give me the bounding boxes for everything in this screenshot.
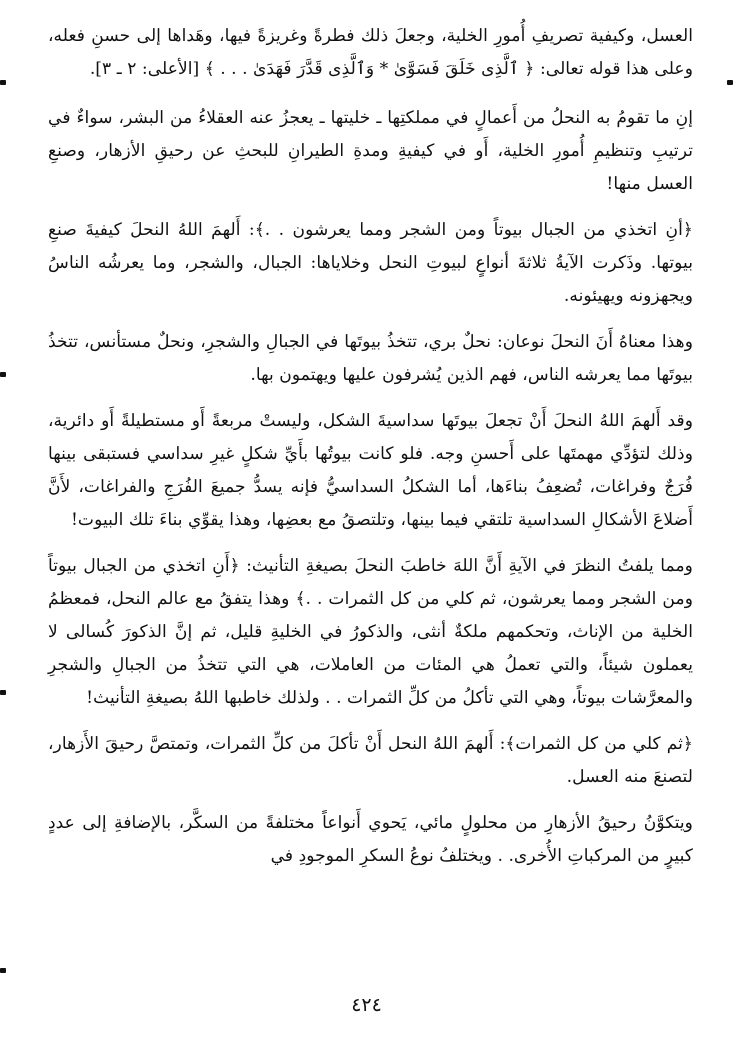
page-text <box>48 20 693 886</box>
paragraph-6: ومما يلفتُ النظرَ في الآيةِ أَنَّ اللهَ خاطبَ النحلَ بصيغةِ التأنيث: ﴿أَنِ اتخذي من الجبال بيوتاً ومن الشجر ومما يعرشون، ثم كلي من كل الثمرات . .﴾ وهذا يتفقُ مع عالم النحل، فمعظمُ الخلية من الإناث، وتحكمهم ملكةٌ أنثى، والذكورُ في الخليةِ قليل، ثم إنَّ الذكورَ كُسالى لا يعملون شيئاً، والتي تعملُ هي المئات من العاملات، هي التي تتخذُ من الجبالِ والشجرِ والمعرَّشات بيوتاً، وهي التي تأكلُ من كلِّ الثمرات . . ولذلك خاطبها اللهُ بصيغةِ التأنيث! <box>48 556 693 708</box>
paragraph-8: ويتكوَّنُ رحيقُ الأزهارِ من محلولٍ مائي، يَحوي أَنواعاً مختلفةً من السكَّر، بالإضافةِ إلى عددٍ كبيرٍ من المركباتِ الأُخرى. . ويختلفُ نوعُ السكرِ الموجودِ في <box>48 813 693 866</box>
scan-mark <box>0 690 6 695</box>
paragraph-4: وهذا معناهُ أَنَ النحلَ نوعان: نحلٌ بري، تتخذُ بيوتَها في الجبالِ والشجرِ، ونحلٌ مستأنس، تتخذُ بيوتَها مما يعرشه الناس، فهم الذين يُشرفون عليها ويهتمون بها. <box>48 332 693 385</box>
paragraph-1: العسل، وكيفية تصريفِ أُمورِ الخلية، وجعلَ ذلك فطرةً وغريزةً فيها، وهَداها إلى حسنِ فعله، وعلى هذا قوله تعالى: ﴿ ٱلَّذِى خَلَقَ فَسَوَّىٰ * وَٱلَّذِى قَدَّرَ فَهَدَىٰ . . . ﴾ [الأعلى: ٢ ـ ٣]. <box>48 26 693 79</box>
scan-mark <box>0 80 6 85</box>
paragraph-7: ﴿ثم كلي من كل الثمرات﴾: أَلهمَ اللهُ النحل أَنْ تأكلَ من كلِّ الثمرات، وتمتصَّ رحيقَ الأَزهار، لتصنعَ منه العسل. <box>48 734 693 787</box>
scan-mark <box>0 372 6 377</box>
scan-mark <box>727 80 733 85</box>
paragraph-3: ﴿أنِ اتخذي من الجبال بيوتاً ومن الشجر ومما يعرشون . .﴾: أَلهمَ اللهُ النحلَ كيفيةَ صنعِ بيوتها. وذَكرت الآيةُ ثلاثةَ أنواعٍ لبيوتِ النحل وخلاياها: الجبال، والشجر، وما يعرشُه الناسُ ويجهزونه ويهيئونه. <box>48 220 693 306</box>
paragraph-5: وقد أَلهمَ اللهُ النحلَ أَنْ تجعلَ بيوتَها سداسيةَ الشكل، وليستْ مربعةً أَو مستطيلةً أَو دائرية، وذلك لتؤدِّي مهمتَها على أَحسنِ وجه. فلو كانت بيوتُها بأَيِّ شكلٍ غيرِ سداسي فستبقى بينها فُرَجٌ وفراغات، تُضعِفُ بناءَها، أما الشكلُ السداسيُّ فإنه يسدُّ جميعَ الفُرَجِ والفراغات، لأَنَّ أَضلاعَ الأشكالِ السداسية تلتقي فيما بينها، وتلتصقُ مع بعضِها، وهذا يقوِّي بناءَ تلك البيوت! <box>48 411 693 530</box>
scan-mark <box>0 968 6 973</box>
paragraph-2: إنِ ما تقومُ به النحلُ من أَعمالٍ في مملكتِها ـ خليتها ـ يعجزُ عنه العقلاءُ من البشر، سواءٌ في ترتيبِ وتنظيمِ أُمورِ الخلية، أَو في كيفيةِ ومدةِ الطيرانِ للبحثِ عن رحيقِ الأزهار، وصنعِ العسل منها! <box>48 108 693 194</box>
page-number: ٤٢٤ <box>351 994 382 1016</box>
